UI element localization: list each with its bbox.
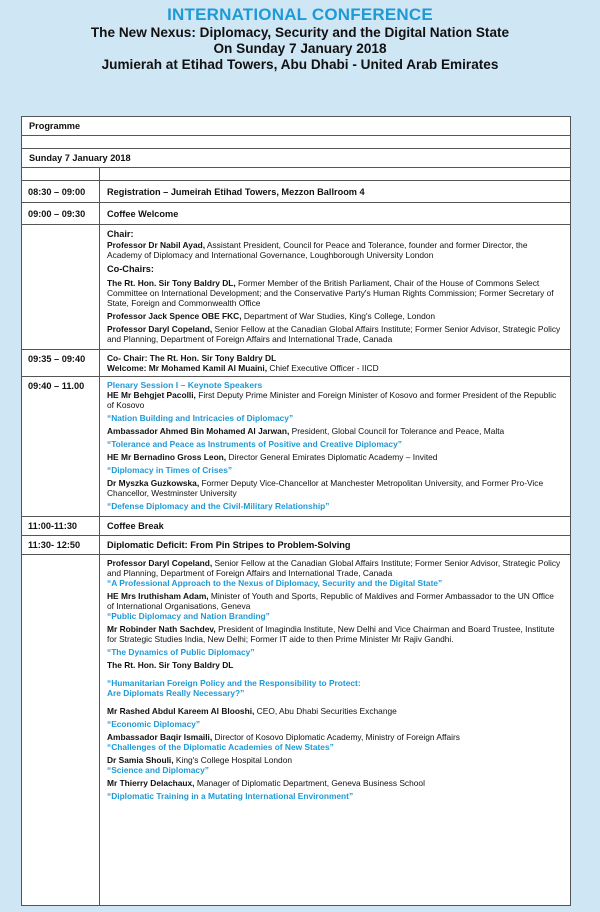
speaker-desc: Former Deputy Vice-Chancellor at Manchester Metropolitan University, and Former Pro-Vice Chancellor, Westminster University <box>107 478 544 498</box>
cochair-entry <box>107 324 563 346</box>
talk-title: “Diplomacy in Times of Crises” <box>107 465 233 475</box>
speaker-entry <box>107 558 563 578</box>
agenda-item-deficit: Diplomatic Deficit: From Pin Stripes to Problem-Solving <box>107 540 351 550</box>
day-row <box>22 149 570 168</box>
agenda-item-coffee-welcome: Coffee Welcome <box>107 209 179 219</box>
speaker-name: The Rt. Hon. Sir Tony Baldry DL <box>107 660 234 670</box>
talk-title: “Tolerance and Peace as Instruments of Positive and Creative Diplomacy” <box>107 439 402 449</box>
agenda-item-registration: Registration – Jumeirah Etihad Towers, Mezzon Ballroom 4 <box>107 187 365 197</box>
talk-title: “Defense Diplomacy and the Civil-Military Relationship” <box>107 501 330 511</box>
conference-venue: Jumierah at Etihad Towers, Abu Dhabi - United Arab Emirates <box>101 57 499 72</box>
speaker-entry <box>107 478 563 498</box>
cochair-entry <box>107 311 563 321</box>
speaker-name: HE Mr Bernadino Gross Leon, <box>107 452 227 462</box>
speaker-entry <box>107 591 563 611</box>
cochair-name: Professor Jack Spence OBE FKC, <box>107 311 242 321</box>
talk-title: “The Dynamics of Public Diplomacy” <box>107 647 255 657</box>
conference-subtitle: The New Nexus: Diplomacy, Security and the Digital Nation State <box>90 25 510 40</box>
speaker-name: Dr Samia Shouli, <box>107 755 174 765</box>
talk-title: “Economic Diplomacy” <box>107 719 201 729</box>
agenda-row-panel <box>22 555 570 905</box>
agenda-time: 09:40 – 11.00 <box>22 377 100 516</box>
conference-header <box>0 0 600 73</box>
speaker-desc: Director of Kosovo Diplomatic Academy, Ministry of Foreign Affairs <box>212 732 460 742</box>
plenary-block <box>100 377 570 516</box>
speaker-entry <box>107 755 563 765</box>
chair-entry <box>107 240 563 260</box>
agenda-row-welcome <box>22 350 570 377</box>
cochair-desc: Former Member of the British Parliament, Chair of the House of Commons Select Committee on International Development; and the Conservative Party's Human Rights Commission; Former Secretary of State, Foreign and Commonwealth Office <box>107 278 554 308</box>
chair-name: Professor Dr Nabil Ayad, <box>107 240 206 250</box>
agenda-time: 09:00 – 09:30 <box>22 203 100 224</box>
speaker-name: HE Mr Behgjet Pacolli, <box>107 390 196 400</box>
speaker-desc: President, Global Council for Tolerance and Peace, Malta <box>289 426 505 436</box>
spacer-row <box>22 168 570 181</box>
talk-title: “Diplomatic Training in a Mutating International Environment” <box>107 791 354 801</box>
speaker-entry <box>107 778 563 788</box>
agenda-row-coffee-break <box>22 517 570 536</box>
speaker-desc: Senior Fellow at the Canadian Global Affairs Institute; Former Senior Advisor, Strategic Policy and Planning, Department of Foreign Affairs and International Trade, Canada <box>107 558 561 578</box>
speaker-desc: President of Imagindia Institute, New Delhi and Vice Chairman and Board Trustee, Institute for Strategic Studies India, New Delhi; Former IT aide to then Prime Minister Mr Rajiv Gandhi. <box>107 624 555 644</box>
spacer-row <box>22 136 570 149</box>
talk-title: “Science and Diplomacy” <box>107 765 209 775</box>
cochair-entry <box>107 278 563 308</box>
cochairs-label: Co-Chairs: <box>107 264 154 274</box>
programme-heading-row <box>22 117 570 136</box>
speaker-desc: King's College Hospital London <box>173 755 293 765</box>
welcome-speaker-desc: Chief Executive Officer - IICD <box>267 363 379 373</box>
agenda-time: 11:00-11:30 <box>22 517 100 535</box>
speaker-desc: CEO, Abu Dhabi Securities Exchange <box>254 706 397 716</box>
speaker-name: Professor Daryl Copeland, <box>107 558 213 568</box>
talk-title-line: Are Diplomats Really Necessary?” <box>107 688 245 698</box>
plenary-session-title: Plenary Session I – Keynote Speakers <box>107 380 263 390</box>
chairs-block <box>100 225 570 349</box>
speaker-entry <box>107 426 563 436</box>
day-heading: Sunday 7 January 2018 <box>29 153 131 163</box>
speaker-entry <box>107 624 563 644</box>
agenda-time: 08:30 – 09:00 <box>22 181 100 202</box>
cochair-desc: Department of War Studies, King's College, London <box>241 311 436 321</box>
chair-desc: Assistant President, Council for Peace and Tolerance, founder and former Director, the Academy of Diplomacy and International Governance, Loughborough University London <box>107 240 528 260</box>
speaker-desc: Manager of Diplomatic Department, Geneva Business School <box>194 778 425 788</box>
speaker-name: Dr Myszka Guzkowska, <box>107 478 200 488</box>
welcome-speaker <box>107 363 563 373</box>
speaker-name: Mr Thierry Delachaux, <box>107 778 195 788</box>
cochair-desc: Senior Fellow at the Canadian Global Affairs Institute; Former Senior Advisor, Strategic Policy and Planning, Department of Foreign Affairs and International Trade, Canada <box>107 324 561 344</box>
speaker-name: HE Mrs Iruthisham Adam, <box>107 591 209 601</box>
agenda-row-deficit <box>22 536 570 555</box>
agenda-row-registration <box>22 181 570 203</box>
welcome-cochair: Co- Chair: The Rt. Hon. Sir Tony Baldry DL <box>107 353 277 363</box>
panel-block <box>100 555 570 905</box>
speaker-name: Mr Robinder Nath Sachdev, <box>107 624 216 634</box>
speaker-entry <box>107 390 563 410</box>
cochair-name: Professor Daryl Copeland, <box>107 324 213 334</box>
welcome-speaker-name: Welcome: Mr Mohamed Kamil Al Muaini, <box>107 363 268 373</box>
agenda-row-coffee-welcome <box>22 203 570 225</box>
conference-title: INTERNATIONAL CONFERENCE <box>167 5 433 24</box>
speaker-name: Ambassador Ahmed Bin Mohamed Al Jarwan, <box>107 426 290 436</box>
cochair-name: The Rt. Hon. Sir Tony Baldry DL, <box>107 278 236 288</box>
speaker-name: Ambassador Baqir Ismaili, <box>107 732 213 742</box>
speaker-entry <box>107 706 563 716</box>
talk-title: “Challenges of the Diplomatic Academies of New States” <box>107 742 334 752</box>
welcome-block <box>100 350 570 376</box>
programme-table <box>21 116 571 906</box>
agenda-item-coffee-break: Coffee Break <box>107 521 164 531</box>
speaker-entry <box>107 452 563 462</box>
speaker-desc: First Deputy Prime Minister and Foreign Minister of Kosovo and former President of the Republic of Kosovo <box>107 390 557 410</box>
agenda-time: 11:30- 12:50 <box>22 536 100 554</box>
agenda-row-plenary <box>22 377 570 517</box>
programme-heading: Programme <box>29 121 81 131</box>
speaker-desc: Director General Emirates Diplomatic Academy – Invited <box>226 452 438 462</box>
speaker-desc: Minister of Youth and Sports, Republic of Maldives and Former Ambassador to the UN Office of International Organisations, Geneva <box>107 591 554 611</box>
talk-title <box>107 678 563 698</box>
agenda-row-chairs <box>22 225 570 350</box>
talk-title-line: “Humanitarian Foreign Policy and the Responsibility to Protect: <box>107 678 361 688</box>
speaker-name: Mr Rashed Abdul Kareem Al Blooshi, <box>107 706 255 716</box>
talk-title: “Nation Building and Intricacies of Diplomacy” <box>107 413 294 423</box>
agenda-time: 09:35 – 09:40 <box>22 350 100 376</box>
conference-date: On Sunday 7 January 2018 <box>213 41 387 56</box>
talk-title: “A Professional Approach to the Nexus of Diplomacy, Security and the Digital State” <box>107 578 443 588</box>
talk-title: “Public Diplomacy and Nation Branding” <box>107 611 270 621</box>
speaker-entry <box>107 732 563 742</box>
chair-label: Chair: <box>107 229 134 239</box>
